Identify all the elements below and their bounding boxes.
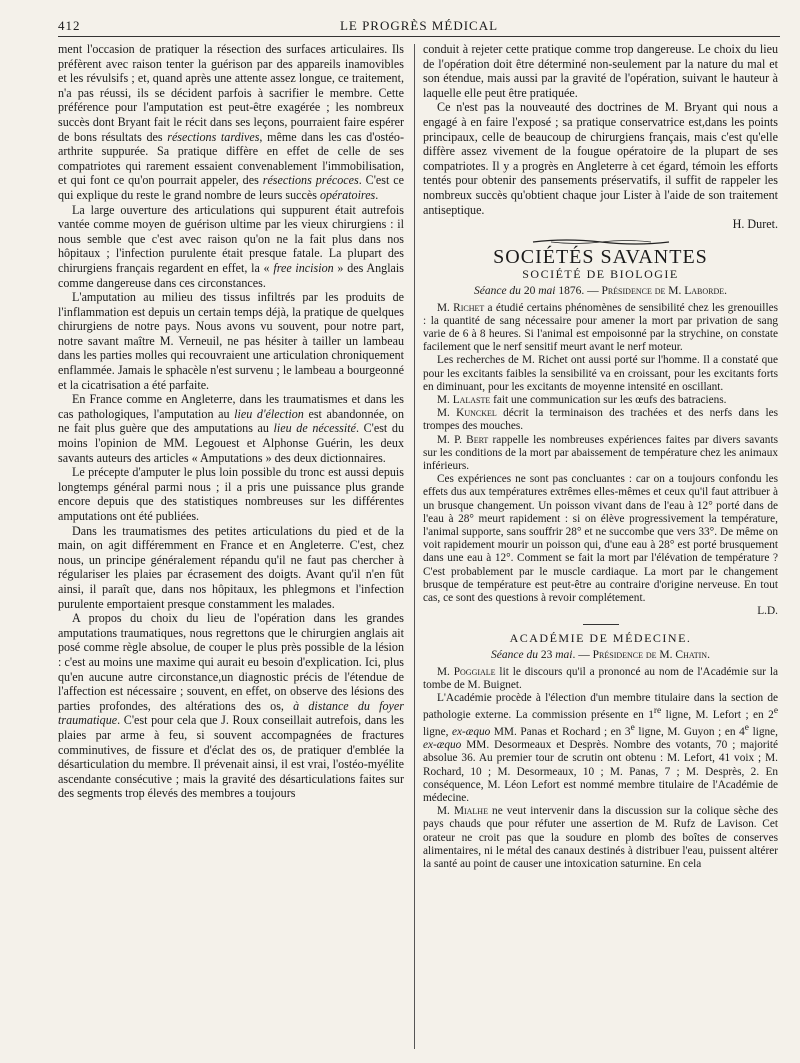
paragraph: M. Poggiale lit le discours qu'il a prononcé au nom de l'Académie sur la tombe de M. Buignet. xyxy=(423,665,778,691)
paragraph: Ces expériences ne sont pas concluantes : car on a toujours confondu les effets dus aux températures extrêmes elles-mêmes et ceux qu'il faut attribuer à un brusque changement. Un poisson vivant dans de l'eau à 12° porté dans de l'eau à 28° meurt rapidement : si on élève progressivement la température, l'animal supporte, sans souffrir 28° et ne succombe que vers 33°. De même on voit rapidement mourir un poisson qui, d'une eau à 28° est porté brusquement dans une eau à 12°. Comment se fait la mort par l'élévation de température ? C'est probablement par le muscle cardiaque. La mort par le changement brusque de température est peut-être au contraire d'origine nerveuse. En tout cas, ce sont des questions à revoir complétement. xyxy=(423,473,778,604)
paragraph: M. Kunckel décrit la terminaison des trachées et des nerfs dans les trompes des mouches. xyxy=(423,407,778,433)
biology-session-line: Séance du 20 mai 1876. — Présidence de M. Laborde. xyxy=(473,284,728,297)
paragraph: Le précepte d'amputer le plus loin possible du tronc est aussi depuis longtemps général parmi nous ; il a pris une puissance plus grande encore depuis que des statistiques nombreuses sur les différentes amputations ont été publiées. xyxy=(58,465,404,523)
paragraph: M. P. Bert rappelle les nombreuses expériences faites par divers savants sur les conditions de la mort par abaissement de température chez les animaux inférieurs. xyxy=(423,433,778,472)
page-number: 412 xyxy=(58,18,81,33)
short-rule xyxy=(583,624,619,625)
paragraph: A propos du choix du lieu de l'opération dans les grandes amputations traumatiques, nous regrettons que le chirurgien anglais ait posé comme règle absolue, de couper le plus près possible de la lésion : c'est au moins une maxime qui aurait eu besoin d'explication. Ici, plus qu'en aucune autre circonstance,un diagnostic précis de l'étendue de l'affection est nécessaire ; souvent, en effet, on observe des lésions des parties profondes, des altérations des os, à distance du foyer traumatique. C'est pour cela que J. Roux conseillait autrefois, dans les plaies par arme à feu, si souvent accompagnées de fractures comminutives, de fissure et d'éclat des os, de pratiquer d'emblée la désarticulation du membre. Il prévenait ainsi, il est vrai, l'ostéo-myélite ascendante consécutive ; mais la gravité des désarticulations faites sur des segments trop élevés des membres a toujours xyxy=(58,611,404,801)
biology-society-title: SOCIÉTÉ DE BIOLOGIE xyxy=(522,267,679,282)
paragraph: M. Lalaste fait une communication sur les œufs des batraciens. xyxy=(437,393,727,406)
previous-article-end xyxy=(423,42,778,217)
paragraph: Les recherches de M. Richet ont aussi porté sur l'homme. Il a constaté que pour les excitants faibles la sensibilité va en croissant, pour les excitants forts en diminuant, pour les excitants de moyenne intensité en oscillant. xyxy=(423,354,778,393)
paragraph: L'amputation au milieu des tissus infiltrés par les produits de l'inflammation est depuis un certain temps déjà, la pratique de quelques chirurgiens de notre pays. Nous avons vu souvent, pour notre part, notre savant maître M. Verneuil, ne pas hésiter à tailler un lambeau dans les parties molles qui recouvraient une articulation chroniquement enflammée. Jamais le sphacèle n'est survenu ; le lambeau a bourgeonné et la cicatrisation a été parfaite. xyxy=(58,290,404,392)
paragraph: M. Mialhe ne veut intervenir dans la discussion sur la colique sèche des pays chauds que pour réfuter une assertion de M. Rufz de Lavison. Cet orateur ne croit pas que la soudure en plomb des boîtes de conserves alimentaires, ni le métal des canaux destinés à distribuer l'eau, puissent altérer la santé au point de causer une intoxication saturnine. En cela xyxy=(423,805,778,870)
paragraph: L'Académie procède à l'élection d'un membre titulaire dans la section de pathologie externe. La commission présente en 1re ligne, M. Lefort ; en 2e ligne, ex-æquo MM. Panas et Rochard ; en 3e ligne, M. Guyon ; en 4e ligne, ex-æquo MM. Desormeaux et Desprès. Nombre des votants, 70 ; majorité absolue 36. Au premier tour de scrutin ont obtenu : M. Lefort, 41 voix ; M. Rochard, 10 ; M. Desormeaux, 10 ; M. Panas, 7 ; M. Desprès, 2. En conséquence, M. Léon Lefort est nommé membre titulaire de l'Académie de médecine. xyxy=(423,691,778,804)
paragraph: conduit à rejeter cette pratique comme trop dangereuse. Le choix du lieu de l'opération doit être déterminé non-seulement par la nature du mal et son étendue, mais aussi par la gravité de l'opération, suivant le hauteur à laquelle elle peut être pratiquée. xyxy=(423,42,778,100)
article-signature: H. Duret. xyxy=(732,217,778,232)
section-title: SOCIÉTÉS SAVANTES xyxy=(493,245,708,268)
running-title: LE PROGRÈS MÉDICAL xyxy=(339,18,499,33)
academy-session-line: Séance du 23 mai. — Présidence de M. Chatin. xyxy=(491,648,710,661)
ornament-divider xyxy=(423,236,778,246)
paragraph: ment l'occasion de pratiquer la résection des surfaces articulaires. Ils préfèrent avec raison tenter la guérison par des appareils inamovibles et les révulsifs ; et, quand après une attente assez longue, ce traitement, n'a pas réussi, ils se décident parfois à sacrifier le membre. Cette préférence pour l'amputation est peut-être exagérée ; les nombreux succès dont Bryant fait le récit dans ses leçons, pourraient faire espérer de bons résultats des résections tardives, même dans les cas d'ostéo-arthrite suppurée. Sa pratique diffère en effet de celle de ses compatriotes qui rarement essaient convenablement l'immobilisation, et qui font ce qu'on pourrait appeler, des résections précoces. C'est ce qui explique du reste le grand nombre de leurs succès opératoires. xyxy=(58,42,404,202)
biology-report xyxy=(423,302,778,606)
right-column xyxy=(423,42,778,1052)
paragraph: M. Richet a étudié certains phénomènes de sensibilité chez les grenouilles : la quantité de sang nécessaire pour amener la mort par privation de sang varie de 6 à 8 heures. Si l'animal est empoisonné par la strychine, on constate facilement que le nerf sensitif meurt avant le nerf moteur. xyxy=(423,301,778,354)
paragraph: En France comme en Angleterre, dans les traumatismes et dans les cas pathologiques, l'amputation au lieu d'élection est abandonnée, on ne fait plus guère que des amputations au lieu de nécessité. C'est du moins l'opinion de MM. Legouest et Alphonse Guérin, les deux savants auteurs des articles « Amputations » des deux dictionnaires. xyxy=(58,392,404,465)
biology-signature: L.D. xyxy=(757,605,778,618)
left-column xyxy=(58,42,404,1052)
paragraph: Ce n'est pas la nouveauté des doctrines de M. Bryant qui nous a engagé à en faire l'exposé ; sa pratique conservatrice est,dans les points principaux, celle de beaucoup de chirurgiens français, mais c'est qu'elle diffère assez vivement de la fougue opératoire de la plupart de ses compatriotes. Il y a progrès en Angleterre à cet égard, témoin les efforts tentés pour obtenir des pansements préservatifs, il suffit de rappeler les nombreux succès qu'obtient chaque jour Lister à l'aide de son traitement antiseptique. xyxy=(423,100,778,217)
paragraph: La large ouverture des articulations qui suppurent était autrefois vantée comme moyen de guérison ultime par les vieux chirurgiens : il nous semble que c'est avec raison qu'on ne la fait plus dans nos hôpitaux ; l'infection purulente était presque fatale. La plupart des chirurgiens français regardent en effet, la « free incision » des Anglais comme dangereuse dans ces circonstances. xyxy=(58,202,404,290)
academy-title: ACADÉMIE DE MÉDECINE. xyxy=(509,631,692,646)
academy-report xyxy=(423,666,778,872)
paragraph: Dans les traumatismes des petites articulations du pied et de la main, on agit différemment en France et en Angleterre. C'est, chez nous, un principe généralement répandu qu'il ne faut pas chercher à régulariser les plaies par écrasement des doigts. Avant qu'il n'en fût ainsi, il paraît que, dans nos hôpitaux, les phlegmons et l'infection purulente emportaient presque constamment les malades. xyxy=(58,523,404,611)
page-header xyxy=(58,14,780,37)
column-divider xyxy=(414,44,415,1049)
